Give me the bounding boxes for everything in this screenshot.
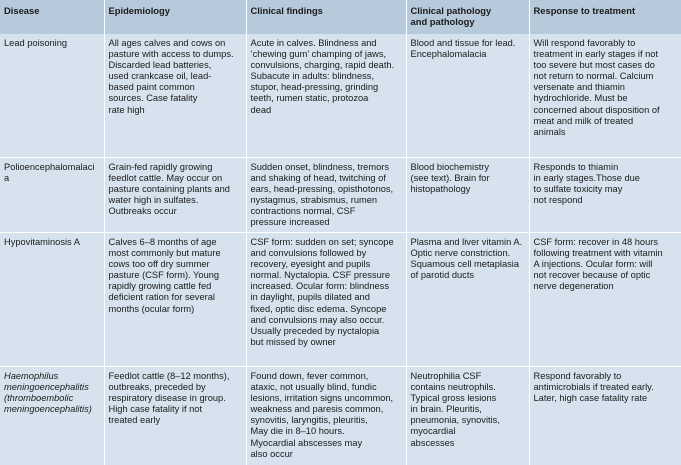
header-clinical-findings: Clinical findings <box>246 0 406 34</box>
pathology-cell: Blood and tissue for lead. Encephalomalacia <box>406 34 529 158</box>
table-row <box>0 233 681 367</box>
disease-cell: Polioencephalomalacia <box>0 158 104 233</box>
pathology-cell: Blood biochemistry (see text). Brain for histopathology <box>406 158 529 233</box>
disease-cell: Lead poisoning <box>0 34 104 158</box>
treatment-cell: Responds to thiamin in early stages.Those due to sulfate toxicity may not respond <box>529 158 681 233</box>
clinical-findings-cell: Acute in calves. Blindness and ‘chewing gum’ champing of jaws, convulsions, charging, rapid death. Subacute in adults: blindness, stupor, head-pressing, grinding teeth, rumen static, protozoa dead <box>246 34 406 158</box>
treatment-cell: Will respond favorably to treatment in early stages if not too severe but most cases do not return to normal. Calcium versenate and thiamin hydrochloride. Must be concerned about disposition of meat and milk of treated animals <box>529 34 681 158</box>
table-row <box>0 34 681 158</box>
epidemiology-cell: Grain-fed rapidly growing feedlot cattle. May occur on pasture containing plants and water high in sulfates. Outbreaks occur <box>104 158 246 233</box>
disease-cell: Hypovitaminosis A <box>0 233 104 367</box>
header-clinical-pathology: Clinical pathology and pathology <box>406 0 529 34</box>
epidemiology-cell: All ages calves and cows on pasture with access to dumps. Discarded lead batteries, used crankcase oil, lead- based paint common sources. Case fatality rate high <box>104 34 246 158</box>
pathology-cell: Plasma and liver vitamin A. Optic nerve constriction. Squamous cell metaplasia of parotid ducts <box>406 233 529 367</box>
header-row <box>0 0 681 34</box>
clinical-findings-cell: CSF form: sudden on set; syncope and convulsions followed by recovery, eyesight and pupils normal. Nyctalopia. CSF pressure increased. Ocular form: blindness in daylight, pupils dilated and fixed, optic disc edema. Syncope and convulsions may also occur. Usually preceded by nyctalopia but missed by owner <box>246 233 406 367</box>
header-epidemiology: Epidemiology <box>104 0 246 34</box>
pathology-cell: Neutrophilia CSF contains neutrophils. Typical gross lesions in brain. Pleuritis, pneumonia, synovitis, myocardial abscesses <box>406 367 529 465</box>
clinical-findings-cell: Sudden onset, blindness, tremors and shaking of head, twitching of ears, head-pressing, opisthotonos, nystagmus, strabismus, rumen contractions normal, CSF pressure increased <box>246 158 406 233</box>
treatment-cell: CSF form: recover in 48 hours following treatment with vitamin A injections. Ocular form: will not recover because of optic nerve degeneration <box>529 233 681 367</box>
header-disease: Disease <box>0 0 104 34</box>
epidemiology-cell: Feedlot cattle (8–12 months), outbreaks, preceded by respiratory disease in group. High case fatality if not treated early <box>104 367 246 465</box>
header-response-to-treatment: Response to treatment <box>529 0 681 34</box>
epidemiology-cell: Calves 6–8 months of age most commonly but mature cows too off dry summer pasture (CSF form). Young rapidly growing cattle fed deficient ration for several months (ocular form) <box>104 233 246 367</box>
treatment-cell: Respond favorably to antimicrobials if treated early. Later, high case fatality rate <box>529 367 681 465</box>
table-row <box>0 158 681 233</box>
table-row <box>0 367 681 465</box>
clinical-findings-cell: Found down, fever common, ataxic, not usually blind, fundic lesions, irritation signs uncommon, weakness and paresis common, synovitis, laryngitis, pleuritis, May die in 8–10 hours. Myocardial abscesses may also occur <box>246 367 406 465</box>
disease-cell: Haemophilus meningoencephalitis (thromboembolic meningoencephalitis) <box>0 367 104 465</box>
